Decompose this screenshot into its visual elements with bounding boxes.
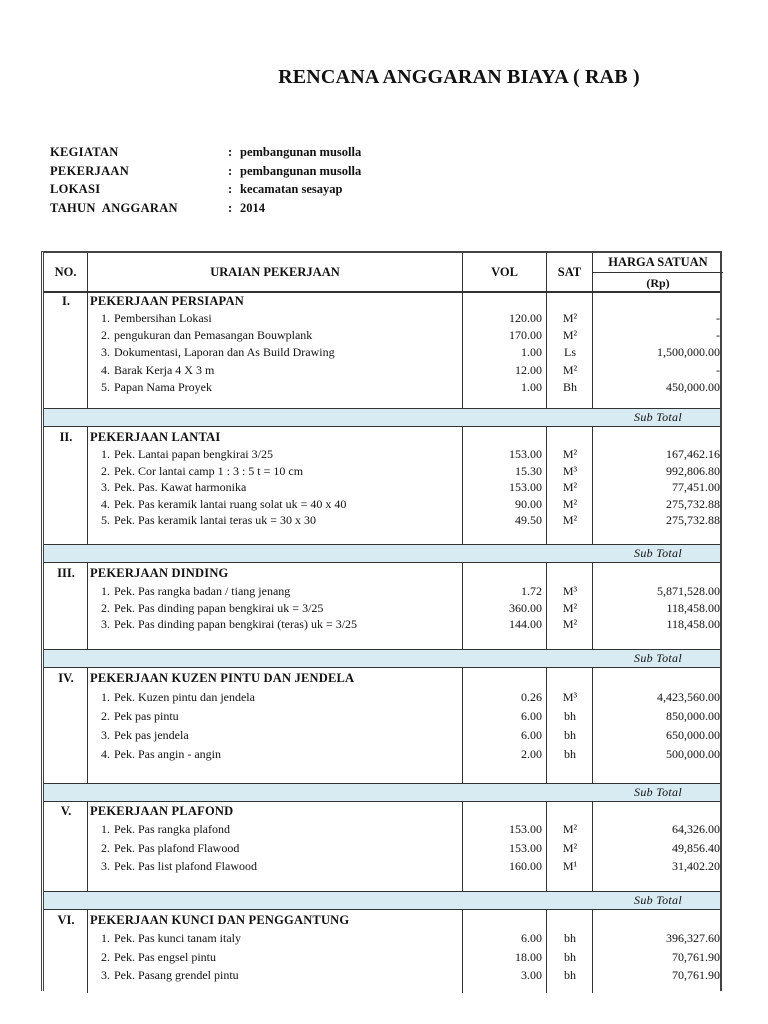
section-number: V. <box>60 804 72 818</box>
cell-price: 275,732.88 <box>666 513 720 527</box>
table-row <box>44 616 720 633</box>
cell-num: 4. <box>101 747 110 761</box>
cell-price: - <box>716 362 720 377</box>
cell-vol: 153.00 <box>509 480 542 494</box>
cell-price: 64,326.00 <box>672 822 720 836</box>
cell-num: 3. <box>101 728 110 742</box>
cell-vol: 49.50 <box>515 513 542 527</box>
cell-sat: M² <box>562 600 578 615</box>
meta-value: pembangunan musolla <box>240 145 362 159</box>
table-row <box>44 379 720 396</box>
section-title: PEKERJAAN PERSIAPAN <box>90 294 244 308</box>
table-row <box>44 583 720 600</box>
table-row <box>44 727 720 744</box>
document-title: RENCANA ANGGARAN BIAYA ( RAB ) <box>278 66 640 88</box>
meta-colon: : <box>228 145 233 159</box>
meta-value: pembangunan musolla <box>240 163 362 178</box>
cell-num: 4. <box>101 496 110 511</box>
cell-vol: 170.00 <box>509 328 542 343</box>
cell-desc: Pek. Pas dinding papan bengkirai uk = 3/25 <box>114 600 324 615</box>
cell-price: 500,000.00 <box>666 747 720 761</box>
section-number: IV. <box>58 671 74 685</box>
section-title: PEKERJAAN LANTAI <box>90 430 221 444</box>
cell-num: 2. <box>101 709 110 723</box>
subtotal-row <box>44 891 720 910</box>
header-harga-unit: (Rp) <box>646 276 670 290</box>
cell-desc: Pek. Lantai papan bengkirai 3/25 <box>114 447 273 461</box>
cell-num: 1. <box>101 584 110 598</box>
cell-price: 118,458.00 <box>666 600 720 615</box>
cell-num: 1. <box>101 931 110 945</box>
cell-price: 396,327.60 <box>666 931 720 945</box>
section-title: PEKERJAAN PLAFOND <box>90 804 234 818</box>
header-harga-satuan <box>593 253 723 291</box>
cell-price: 49,856.40 <box>672 840 720 855</box>
cell-price: 450,000.00 <box>666 379 720 394</box>
cell-desc: pengukuran dan Pemasangan Bouwplank <box>114 328 313 343</box>
cell-desc: Pek. Pas plafond Flawood <box>114 840 240 855</box>
cell-sat: M³ <box>562 690 578 704</box>
section-number: VI. <box>57 913 75 927</box>
cell-vol: 0.26 <box>521 690 542 704</box>
table-row <box>44 512 720 529</box>
table-row <box>44 689 720 706</box>
cell-num: 2. <box>101 463 110 478</box>
subtotal-row <box>44 408 720 427</box>
cell-num: 5. <box>101 513 110 527</box>
cell-vol: 160.00 <box>509 859 542 873</box>
table-row <box>44 858 720 875</box>
header-sat: SAT <box>557 264 582 279</box>
table-row <box>44 600 720 617</box>
cell-num: 2. <box>101 328 110 343</box>
cell-sat: M² <box>562 328 578 343</box>
subtotal-row <box>44 544 720 563</box>
cell-vol: 12.00 <box>515 362 542 377</box>
subtotal-label: Sub Total <box>634 893 682 907</box>
cell-vol: 153.00 <box>509 822 542 836</box>
cell-vol: 15.30 <box>515 463 542 478</box>
cell-sat: bh <box>564 728 576 742</box>
meta-label: TAHUN ANGGARAN <box>50 200 178 215</box>
meta-label: LOKASI <box>50 182 101 196</box>
subtotal-label: Sub Total <box>634 785 682 799</box>
cell-price: 4,423,560.00 <box>657 690 720 704</box>
meta-row-tahun-anggaran <box>50 201 361 220</box>
cell-sat: M² <box>562 617 578 631</box>
cell-vol: 18.00 <box>515 949 542 964</box>
cell-price: 275,732.88 <box>666 496 720 511</box>
table-row <box>44 310 720 327</box>
cell-sat: M² <box>562 480 578 494</box>
cell-num: 4. <box>101 362 110 377</box>
table-row <box>44 949 720 966</box>
meta-colon: : <box>228 182 233 196</box>
table-row <box>44 967 720 984</box>
cell-price: - <box>716 328 720 343</box>
cell-desc: Barak Kerja 4 X 3 m <box>114 362 215 377</box>
cell-sat: Bh <box>562 379 577 394</box>
meta-row-lokasi <box>50 182 361 201</box>
cell-vol: 6.00 <box>521 728 542 742</box>
cell-sat: M² <box>562 496 578 511</box>
cell-desc: Pek. Pas keramik lantai ruang solat uk = 40 x 40 <box>114 496 347 511</box>
table-row <box>44 496 720 513</box>
cell-desc: Pek. Pas rangka badan / tiang jenang <box>114 584 291 598</box>
cell-desc: Pek. Cor lantai camp 1 : 3 : 5 t = 10 cm <box>114 463 304 478</box>
meta-row-pekerjaan <box>50 164 361 183</box>
subtotal-row <box>44 783 720 802</box>
cell-price: - <box>716 311 720 325</box>
cell-sat: bh <box>564 968 576 982</box>
project-meta <box>50 145 361 219</box>
cell-desc: Pek. Pas rangka plafond <box>114 822 230 836</box>
meta-colon: : <box>228 163 233 178</box>
table-row <box>44 362 720 379</box>
cell-vol: 360.00 <box>509 600 542 615</box>
cell-vol: 1.72 <box>521 584 542 598</box>
subtotal-label: Sub Total <box>634 546 682 560</box>
meta-label: KEGIATAN <box>50 145 119 159</box>
table-header <box>44 253 720 293</box>
cell-desc: Pembersihan Lokasi <box>114 311 212 325</box>
cell-sat: M² <box>562 822 578 836</box>
cell-desc: Pek. Pas engsel pintu <box>114 949 216 964</box>
cell-num: 3. <box>101 480 110 494</box>
section-number: II. <box>59 430 73 444</box>
table-row <box>44 708 720 725</box>
header-harga-label: HARGA SATUAN <box>593 253 723 273</box>
cell-sat: bh <box>564 709 576 723</box>
cell-num: 2. <box>101 600 110 615</box>
cell-num: 1. <box>101 690 110 704</box>
cell-desc: Pek pas jendela <box>114 728 189 742</box>
cell-desc: Papan Nama Proyek <box>114 379 212 394</box>
cell-num: 1. <box>101 822 110 836</box>
table-row <box>44 327 720 344</box>
cell-price: 992,806.80 <box>666 463 720 478</box>
cell-price: 70,761.90 <box>672 949 720 964</box>
cell-desc: Dokumentasi, Laporan dan As Build Drawing <box>114 345 335 360</box>
section-title: PEKERJAAN DINDING <box>90 566 229 580</box>
cell-price: 5,871,528.00 <box>657 584 720 598</box>
cell-price: 850,000.00 <box>666 709 720 723</box>
table-row <box>44 344 720 361</box>
cell-desc: Pek. Pas dinding papan bengkirai (teras) uk = 3/25 <box>114 617 358 631</box>
cell-num: 3. <box>101 617 110 631</box>
cell-vol: 144.00 <box>509 617 542 631</box>
header-vol: VOL <box>491 264 518 279</box>
cell-desc: Pek. Pas kunci tanam italy <box>114 931 241 945</box>
cell-desc: Pek. Kuzen pintu dan jendela <box>114 690 255 704</box>
table-row <box>44 821 720 838</box>
cell-sat: M¹ <box>562 859 578 873</box>
cell-sat: bh <box>564 949 576 964</box>
section-number: I. <box>62 294 70 308</box>
meta-row-kegiatan <box>50 145 361 164</box>
cell-num: 3. <box>101 345 110 360</box>
rab-table <box>41 251 722 991</box>
cell-vol: 120.00 <box>509 311 542 325</box>
cell-price: 77,451.00 <box>672 480 720 494</box>
cell-vol: 2.00 <box>521 747 542 761</box>
cell-sat: M³ <box>562 584 578 598</box>
cell-num: 3. <box>101 859 110 873</box>
table-row <box>44 840 720 857</box>
cell-sat: bh <box>564 747 576 761</box>
table-row <box>44 463 720 480</box>
cell-vol: 6.00 <box>521 709 542 723</box>
cell-desc: Pek. Pas list plafond Flawood <box>114 859 257 873</box>
cell-sat: M² <box>562 513 578 527</box>
section-number: III. <box>57 566 75 580</box>
table-row <box>44 930 720 947</box>
header-uraian: URAIAN PEKERJAAN <box>210 264 340 279</box>
meta-colon: : <box>228 200 233 215</box>
cell-price: 650,000.00 <box>666 728 720 742</box>
table-row <box>44 446 720 463</box>
table-row <box>44 479 720 496</box>
cell-num: 1. <box>101 311 110 325</box>
cell-price: 70,761.90 <box>672 968 720 982</box>
cell-num: 2. <box>101 840 110 855</box>
table-row <box>44 746 720 763</box>
cell-desc: Pek pas pintu <box>114 709 179 723</box>
cell-sat: M² <box>562 840 578 855</box>
cell-vol: 153.00 <box>509 447 542 461</box>
cell-vol: 3.00 <box>521 968 542 982</box>
header-no: NO. <box>54 264 77 279</box>
meta-value: 2014 <box>240 200 265 215</box>
cell-desc: Pek. Pas keramik lantai teras uk = 30 x 30 <box>114 513 317 527</box>
cell-vol: 1.00 <box>521 379 542 394</box>
cell-num: 1. <box>101 447 110 461</box>
cell-sat: bh <box>564 931 576 945</box>
cell-sat: Ls <box>564 345 576 360</box>
section-title: PEKERJAAN KUNCI DAN PENGGANTUNG <box>90 913 350 927</box>
cell-vol: 153.00 <box>509 840 542 855</box>
cell-sat: M² <box>562 311 578 325</box>
meta-value: kecamatan sesayap <box>240 182 343 196</box>
cell-price: 167,462.16 <box>666 447 720 461</box>
cell-vol: 90.00 <box>515 496 542 511</box>
cell-sat: M³ <box>562 463 578 478</box>
cell-num: 5. <box>101 379 110 394</box>
subtotal-label: Sub Total <box>634 410 682 424</box>
cell-sat: M² <box>562 362 578 377</box>
cell-price: 118,458.00 <box>666 617 720 631</box>
cell-price: 1,500,000.00 <box>657 345 720 360</box>
subtotal-row <box>44 649 720 668</box>
cell-sat: M² <box>562 447 578 461</box>
cell-num: 3. <box>101 968 110 982</box>
cell-price: 31,402.20 <box>672 859 720 873</box>
section-title: PEKERJAAN KUZEN PINTU DAN JENDELA <box>90 671 355 685</box>
cell-desc: Pek. Pas angin - angin <box>114 747 221 761</box>
cell-num: 2. <box>101 949 110 964</box>
cell-desc: Pek. Pasang grendel pintu <box>114 968 239 982</box>
meta-label: PEKERJAAN <box>50 163 130 178</box>
subtotal-label: Sub Total <box>634 651 682 665</box>
cell-vol: 6.00 <box>521 931 542 945</box>
cell-desc: Pek. Pas. Kawat harmonika <box>114 480 247 494</box>
cell-vol: 1.00 <box>521 345 542 360</box>
